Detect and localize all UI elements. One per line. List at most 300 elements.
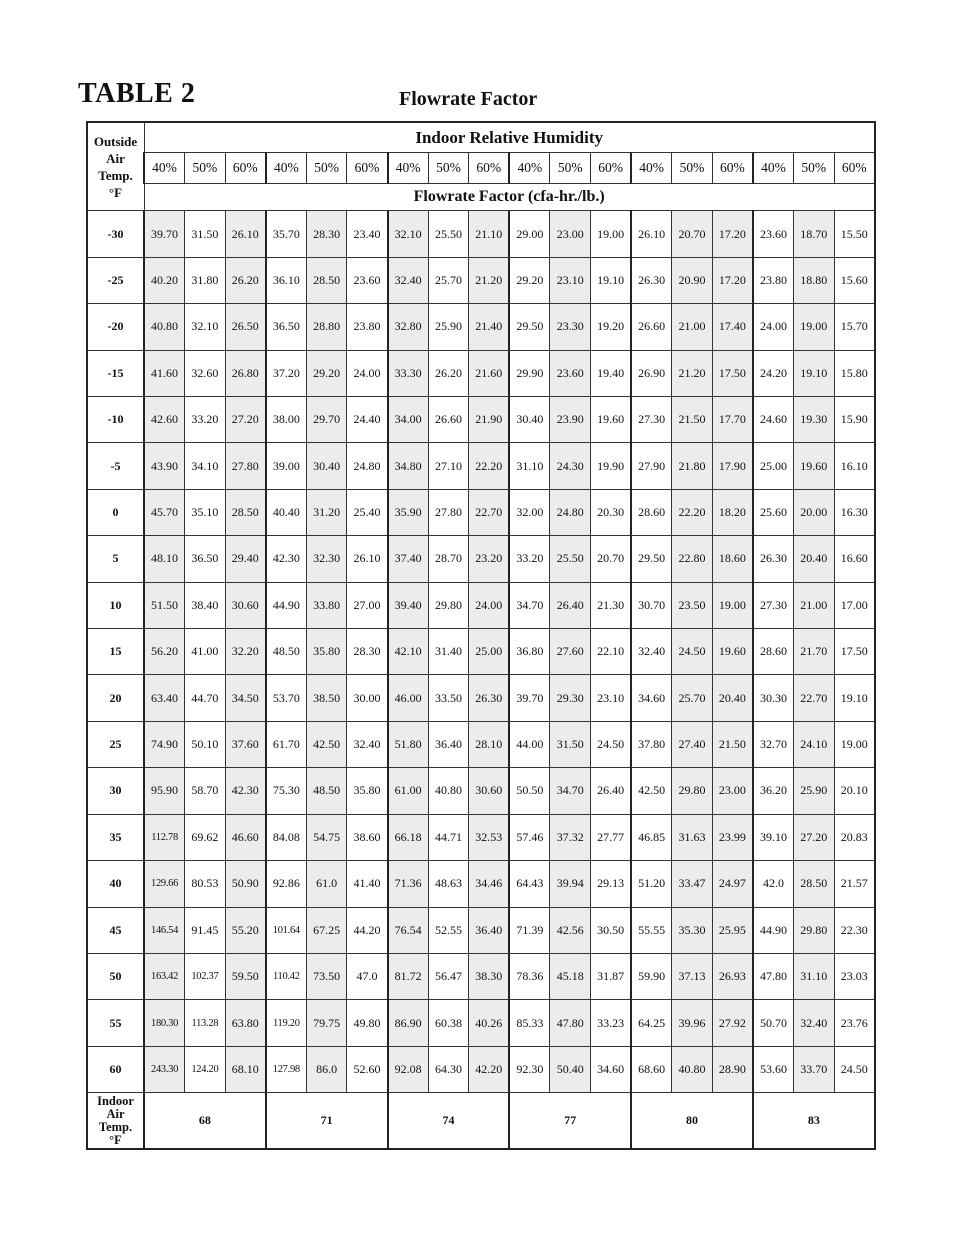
flowrate-value-cell: 40.80	[672, 1046, 713, 1092]
flowrate-value-cell: 26.10	[225, 211, 266, 257]
flowrate-value-cell: 35.30	[672, 907, 713, 953]
flowrate-value-cell: 20.83	[834, 814, 875, 860]
flowrate-value-cell: 47.80	[753, 953, 794, 999]
flowrate-value-cell: 27.80	[225, 443, 266, 489]
flowrate-value-cell: 42.50	[306, 721, 347, 767]
flowrate-value-cell: 21.40	[469, 304, 510, 350]
flowrate-value-cell: 32.40	[388, 257, 429, 303]
humidity-col-header: 40%	[266, 153, 307, 184]
outside-temp-cell: 55	[87, 1000, 144, 1046]
humidity-col-header: 60%	[469, 153, 510, 184]
flowrate-value-cell: 32.10	[185, 304, 226, 350]
table-row	[87, 953, 875, 999]
flowrate-value-cell: 19.20	[591, 304, 632, 350]
flowrate-value-cell: 44.90	[753, 907, 794, 953]
flowrate-value-cell: 15.70	[834, 304, 875, 350]
humidity-col-header: 60%	[834, 153, 875, 184]
header-row-humidity	[87, 122, 875, 153]
flowrate-value-cell: 42.20	[469, 1046, 510, 1092]
flowrate-value-cell: 48.63	[428, 861, 469, 907]
flowrate-value-cell: 33.23	[591, 1000, 632, 1046]
flowrate-value-cell: 40.20	[144, 257, 185, 303]
flowrate-value-cell: 42.30	[225, 768, 266, 814]
flowrate-value-cell: 55.55	[631, 907, 672, 953]
flowrate-value-cell: 73.50	[306, 953, 347, 999]
outside-temp-cell: 60	[87, 1046, 144, 1092]
flowrate-value-cell: 78.36	[509, 953, 550, 999]
indoor-temp-cell: 80	[631, 1093, 753, 1149]
flowrate-value-cell: 27.92	[712, 1000, 753, 1046]
outside-temp-cell: 20	[87, 675, 144, 721]
table-row	[87, 814, 875, 860]
table-row	[87, 536, 875, 582]
flowrate-value-cell: 25.90	[428, 304, 469, 350]
outside-temp-cell: 0	[87, 489, 144, 535]
flowrate-value-cell: 28.50	[794, 861, 835, 907]
flowrate-value-cell: 18.60	[712, 536, 753, 582]
flowrate-value-cell: 35.10	[185, 489, 226, 535]
flowrate-value-cell: 68.10	[225, 1046, 266, 1092]
table-row	[87, 443, 875, 489]
flowrate-value-cell: 19.30	[794, 397, 835, 443]
corner-line: °F	[108, 184, 123, 200]
outside-temp-cell: 30	[87, 768, 144, 814]
indoor-temp-cell: 71	[266, 1093, 388, 1149]
flowrate-value-cell: 18.70	[794, 211, 835, 257]
flowrate-value-cell: 76.54	[388, 907, 429, 953]
flowrate-value-cell: 15.60	[834, 257, 875, 303]
flowrate-value-cell: 30.60	[225, 582, 266, 628]
flowrate-value-cell: 21.70	[794, 629, 835, 675]
flowrate-value-cell: 86.0	[306, 1046, 347, 1092]
flowrate-value-cell: 21.00	[794, 582, 835, 628]
flowrate-value-cell: 22.20	[469, 443, 510, 489]
flowrate-value-cell: 18.20	[712, 489, 753, 535]
flowrate-value-cell: 22.30	[834, 907, 875, 953]
flowrate-value-cell: 26.30	[753, 536, 794, 582]
flowrate-value-cell: 27.10	[428, 443, 469, 489]
flowrate-value-cell: 17.20	[712, 257, 753, 303]
flowrate-value-cell: 52.55	[428, 907, 469, 953]
flowrate-value-cell: 39.96	[672, 1000, 713, 1046]
flowrate-value-cell: 44.00	[509, 721, 550, 767]
table-row	[87, 257, 875, 303]
flowrate-value-cell: 33.70	[794, 1046, 835, 1092]
flowrate-value-cell: 21.80	[672, 443, 713, 489]
flowrate-value-cell: 25.70	[428, 257, 469, 303]
indoor-temp-cell: 68	[144, 1093, 266, 1149]
flowrate-value-cell: 26.20	[428, 350, 469, 396]
flowrate-value-cell: 51.20	[631, 861, 672, 907]
flowrate-value-cell: 28.50	[306, 257, 347, 303]
flowrate-value-cell: 25.60	[753, 489, 794, 535]
flowrate-value-cell: 40.80	[428, 768, 469, 814]
flowrate-value-cell: 91.45	[185, 907, 226, 953]
flowrate-value-cell: 146.54	[144, 907, 185, 953]
flowrate-value-cell: 21.10	[469, 211, 510, 257]
flowrate-value-cell: 28.50	[225, 489, 266, 535]
flowrate-value-cell: 32.40	[794, 1000, 835, 1046]
table-row	[87, 721, 875, 767]
humidity-col-header: 50%	[794, 153, 835, 184]
flowrate-value-cell: 66.18	[388, 814, 429, 860]
flowrate-value-cell: 22.80	[672, 536, 713, 582]
humidity-col-header: 40%	[753, 153, 794, 184]
flowrate-value-cell: 25.95	[712, 907, 753, 953]
outside-temp-cell: 35	[87, 814, 144, 860]
flowrate-value-cell: 29.80	[428, 582, 469, 628]
flowrate-value-cell: 32.60	[185, 350, 226, 396]
flowrate-value-cell: 41.40	[347, 861, 388, 907]
flowrate-value-cell: 42.50	[631, 768, 672, 814]
flowrate-value-cell: 23.10	[550, 257, 591, 303]
flowrate-value-cell: 24.97	[712, 861, 753, 907]
indoor-temp-cell: 77	[509, 1093, 631, 1149]
table-row	[87, 629, 875, 675]
flowrate-value-cell: 21.50	[672, 397, 713, 443]
flowrate-value-cell: 243.30	[144, 1046, 185, 1092]
flowrate-value-cell: 180.30	[144, 1000, 185, 1046]
flowrate-value-cell: 32.80	[388, 304, 429, 350]
flowrate-value-cell: 21.20	[672, 350, 713, 396]
flowrate-value-cell: 30.70	[631, 582, 672, 628]
flowrate-value-cell: 32.30	[306, 536, 347, 582]
flowrate-value-cell: 50.70	[753, 1000, 794, 1046]
outside-temp-cell: -30	[87, 211, 144, 257]
flowrate-value-cell: 19.90	[591, 443, 632, 489]
flowrate-value-cell: 36.40	[469, 907, 510, 953]
flowrate-value-cell: 19.60	[794, 443, 835, 489]
flowrate-value-cell: 30.40	[509, 397, 550, 443]
flowrate-value-cell: 31.40	[428, 629, 469, 675]
flowrate-value-cell: 23.30	[550, 304, 591, 350]
flowrate-value-cell: 29.50	[631, 536, 672, 582]
table-row	[87, 768, 875, 814]
flowrate-value-cell: 24.30	[550, 443, 591, 489]
flowrate-value-cell: 60.38	[428, 1000, 469, 1046]
outside-temp-cell: 50	[87, 953, 144, 999]
flowrate-value-cell: 30.60	[469, 768, 510, 814]
flowrate-value-cell: 68.60	[631, 1046, 672, 1092]
humidity-col-header: 50%	[550, 153, 591, 184]
flowrate-value-cell: 26.60	[428, 397, 469, 443]
flowrate-value-cell: 20.70	[591, 536, 632, 582]
flowrate-value-cell: 34.70	[509, 582, 550, 628]
flowrate-value-cell: 23.50	[672, 582, 713, 628]
flowrate-value-cell: 63.80	[225, 1000, 266, 1046]
flowrate-value-cell: 81.72	[388, 953, 429, 999]
flowrate-value-cell: 26.60	[631, 304, 672, 350]
flowrate-value-cell: 29.00	[509, 211, 550, 257]
flowrate-value-cell: 20.40	[712, 675, 753, 721]
flowrate-value-cell: 24.80	[347, 443, 388, 489]
flowrate-value-cell: 69.62	[185, 814, 226, 860]
flowrate-value-cell: 39.00	[266, 443, 307, 489]
flowrate-value-cell: 32.10	[388, 211, 429, 257]
outside-temp-cell: -5	[87, 443, 144, 489]
flowrate-value-cell: 26.10	[631, 211, 672, 257]
flowrate-value-cell: 34.00	[388, 397, 429, 443]
flowrate-value-cell: 28.90	[712, 1046, 753, 1092]
flowrate-value-cell: 31.50	[550, 721, 591, 767]
indoor-air-temp-header	[87, 1093, 144, 1149]
flowrate-value-cell: 28.60	[753, 629, 794, 675]
flowrate-value-cell: 15.90	[834, 397, 875, 443]
flowrate-value-cell: 101.64	[266, 907, 307, 953]
flowrate-value-cell: 16.30	[834, 489, 875, 535]
flowrate-value-cell: 32.40	[347, 721, 388, 767]
flowrate-value-cell: 31.50	[185, 211, 226, 257]
flowrate-value-cell: 23.60	[753, 211, 794, 257]
flowrate-value-cell: 47.0	[347, 953, 388, 999]
flowrate-value-cell: 21.20	[469, 257, 510, 303]
flowrate-value-cell: 58.70	[185, 768, 226, 814]
flowrate-value-cell: 29.20	[509, 257, 550, 303]
flowrate-value-cell: 26.20	[225, 257, 266, 303]
flowrate-value-cell: 64.43	[509, 861, 550, 907]
flowrate-value-cell: 17.20	[712, 211, 753, 257]
flowrate-value-cell: 40.80	[144, 304, 185, 350]
flowrate-value-cell: 20.30	[591, 489, 632, 535]
table-title: Flowrate Factor	[399, 88, 538, 110]
flowrate-value-cell: 79.75	[306, 1000, 347, 1046]
flowrate-value-cell: 92.86	[266, 861, 307, 907]
footer-line: Air	[106, 1106, 125, 1121]
flowrate-value-cell: 37.60	[225, 721, 266, 767]
flowrate-value-cell: 30.30	[753, 675, 794, 721]
outside-temp-cell: 5	[87, 536, 144, 582]
footer-line: Indoor	[97, 1093, 134, 1108]
flowrate-value-cell: 31.10	[509, 443, 550, 489]
flowrate-value-cell: 50.40	[550, 1046, 591, 1092]
flowrate-value-cell: 47.80	[550, 1000, 591, 1046]
humidity-col-header: 40%	[144, 153, 185, 184]
flowrate-value-cell: 23.20	[469, 536, 510, 582]
flowrate-value-cell: 124.20	[185, 1046, 226, 1092]
flowrate-value-cell: 25.70	[672, 675, 713, 721]
flowrate-value-cell: 112.78	[144, 814, 185, 860]
humidity-col-header: 50%	[306, 153, 347, 184]
flowrate-value-cell: 43.90	[144, 443, 185, 489]
humidity-col-header: 60%	[712, 153, 753, 184]
table-row	[87, 582, 875, 628]
flowrate-value-cell: 26.80	[225, 350, 266, 396]
flowrate-value-cell: 23.60	[347, 257, 388, 303]
flowrate-value-cell: 29.90	[509, 350, 550, 396]
flowrate-value-cell: 27.80	[428, 489, 469, 535]
flowrate-value-cell: 92.08	[388, 1046, 429, 1092]
flowrate-value-cell: 59.90	[631, 953, 672, 999]
flowrate-value-cell: 27.20	[794, 814, 835, 860]
flowrate-value-cell: 39.70	[509, 675, 550, 721]
flowrate-value-cell: 18.80	[794, 257, 835, 303]
flowrate-value-cell: 33.20	[509, 536, 550, 582]
flowrate-value-cell: 37.32	[550, 814, 591, 860]
flowrate-value-cell: 102.37	[185, 953, 226, 999]
flowrate-value-cell: 113.28	[185, 1000, 226, 1046]
flowrate-value-cell: 23.80	[753, 257, 794, 303]
flowrate-value-cell: 38.30	[469, 953, 510, 999]
flowrate-factor-subheader: Flowrate Factor (cfa-hr./lb.)	[144, 184, 875, 211]
table-row	[87, 211, 875, 257]
flowrate-value-cell: 36.50	[266, 304, 307, 350]
flowrate-value-cell: 28.70	[428, 536, 469, 582]
flowrate-value-cell: 129.66	[144, 861, 185, 907]
flowrate-value-cell: 86.90	[388, 1000, 429, 1046]
flowrate-value-cell: 23.80	[347, 304, 388, 350]
flowrate-value-cell: 21.30	[591, 582, 632, 628]
flowrate-value-cell: 19.60	[591, 397, 632, 443]
flowrate-value-cell: 16.10	[834, 443, 875, 489]
flowrate-value-cell: 26.40	[550, 582, 591, 628]
flowrate-factor-table	[86, 121, 876, 1150]
flowrate-value-cell: 50.10	[185, 721, 226, 767]
flowrate-value-cell: 26.30	[469, 675, 510, 721]
flowrate-value-cell: 84.08	[266, 814, 307, 860]
flowrate-value-cell: 24.80	[550, 489, 591, 535]
flowrate-value-cell: 24.10	[794, 721, 835, 767]
flowrate-value-cell: 41.60	[144, 350, 185, 396]
flowrate-value-cell: 51.80	[388, 721, 429, 767]
flowrate-value-cell: 27.77	[591, 814, 632, 860]
flowrate-value-cell: 45.70	[144, 489, 185, 535]
flowrate-value-cell: 26.10	[347, 536, 388, 582]
outside-temp-cell: 45	[87, 907, 144, 953]
flowrate-value-cell: 55.20	[225, 907, 266, 953]
flowrate-value-cell: 63.40	[144, 675, 185, 721]
flowrate-value-cell: 29.50	[509, 304, 550, 350]
flowrate-value-cell: 27.90	[631, 443, 672, 489]
flowrate-value-cell: 163.42	[144, 953, 185, 999]
flowrate-value-cell: 24.50	[672, 629, 713, 675]
flowrate-value-cell: 21.50	[712, 721, 753, 767]
table-label: TABLE 2	[78, 78, 196, 109]
indoor-temp-cell: 83	[753, 1093, 875, 1149]
outside-air-temp-header	[87, 122, 144, 211]
table-row	[87, 1046, 875, 1092]
flowrate-value-cell: 37.40	[388, 536, 429, 582]
flowrate-value-cell: 38.60	[347, 814, 388, 860]
flowrate-value-cell: 39.10	[753, 814, 794, 860]
flowrate-value-cell: 49.80	[347, 1000, 388, 1046]
flowrate-value-cell: 39.94	[550, 861, 591, 907]
flowrate-value-cell: 24.50	[591, 721, 632, 767]
table-row	[87, 675, 875, 721]
flowrate-value-cell: 30.00	[347, 675, 388, 721]
flowrate-value-cell: 41.00	[185, 629, 226, 675]
flowrate-value-cell: 24.60	[753, 397, 794, 443]
flowrate-value-cell: 85.33	[509, 1000, 550, 1046]
outside-temp-cell: -15	[87, 350, 144, 396]
table-row	[87, 1000, 875, 1046]
flowrate-value-cell: 28.30	[347, 629, 388, 675]
outside-temp-cell: 25	[87, 721, 144, 767]
flowrate-value-cell: 44.90	[266, 582, 307, 628]
flowrate-value-cell: 39.70	[144, 211, 185, 257]
flowrate-value-cell: 19.10	[834, 675, 875, 721]
flowrate-value-cell: 28.30	[306, 211, 347, 257]
flowrate-value-cell: 23.00	[550, 211, 591, 257]
flowrate-value-cell: 27.20	[225, 397, 266, 443]
flowrate-value-cell: 23.76	[834, 1000, 875, 1046]
table-row	[87, 397, 875, 443]
flowrate-value-cell: 30.50	[591, 907, 632, 953]
flowrate-value-cell: 50.50	[509, 768, 550, 814]
flowrate-value-cell: 119.20	[266, 1000, 307, 1046]
flowrate-value-cell: 61.00	[388, 768, 429, 814]
flowrate-value-cell: 75.30	[266, 768, 307, 814]
flowrate-value-cell: 34.10	[185, 443, 226, 489]
flowrate-value-cell: 42.56	[550, 907, 591, 953]
flowrate-value-cell: 25.00	[753, 443, 794, 489]
flowrate-value-cell: 26.90	[631, 350, 672, 396]
flowrate-value-cell: 22.20	[672, 489, 713, 535]
flowrate-value-cell: 31.87	[591, 953, 632, 999]
indoor-temp-row	[87, 1093, 875, 1149]
flowrate-value-cell: 31.80	[185, 257, 226, 303]
table-row	[87, 489, 875, 535]
flowrate-value-cell: 26.50	[225, 304, 266, 350]
flowrate-value-cell: 23.00	[712, 768, 753, 814]
flowrate-value-cell: 21.00	[672, 304, 713, 350]
flowrate-value-cell: 59.50	[225, 953, 266, 999]
outside-temp-cell: -10	[87, 397, 144, 443]
flowrate-value-cell: 33.30	[388, 350, 429, 396]
humidity-col-header: 40%	[388, 153, 429, 184]
table-row	[87, 350, 875, 396]
flowrate-value-cell: 15.80	[834, 350, 875, 396]
flowrate-value-cell: 20.10	[834, 768, 875, 814]
flowrate-value-cell: 52.60	[347, 1046, 388, 1092]
flowrate-value-cell: 50.90	[225, 861, 266, 907]
flowrate-value-cell: 17.50	[834, 629, 875, 675]
flowrate-value-cell: 31.10	[794, 953, 835, 999]
flowrate-value-cell: 27.30	[631, 397, 672, 443]
flowrate-value-cell: 64.30	[428, 1046, 469, 1092]
flowrate-value-cell: 36.20	[753, 768, 794, 814]
flowrate-value-cell: 61.70	[266, 721, 307, 767]
flowrate-value-cell: 36.40	[428, 721, 469, 767]
flowrate-value-cell: 29.40	[225, 536, 266, 582]
flowrate-value-cell: 19.60	[712, 629, 753, 675]
flowrate-value-cell: 48.10	[144, 536, 185, 582]
flowrate-value-cell: 29.13	[591, 861, 632, 907]
flowrate-value-cell: 28.60	[631, 489, 672, 535]
flowrate-value-cell: 17.00	[834, 582, 875, 628]
flowrate-value-cell: 19.10	[794, 350, 835, 396]
outside-temp-cell: 15	[87, 629, 144, 675]
flowrate-value-cell: 19.00	[712, 582, 753, 628]
flowrate-value-cell: 46.60	[225, 814, 266, 860]
corner-line: Outside	[93, 133, 138, 149]
header-row-percent	[87, 153, 875, 184]
flowrate-value-cell: 61.0	[306, 861, 347, 907]
footer-line: Temp.	[98, 1119, 133, 1134]
indoor-temp-cell: 74	[388, 1093, 510, 1149]
flowrate-value-cell: 34.70	[550, 768, 591, 814]
flowrate-value-cell: 24.00	[469, 582, 510, 628]
flowrate-value-cell: 19.00	[834, 721, 875, 767]
flowrate-value-cell: 28.80	[306, 304, 347, 350]
flowrate-value-cell: 44.70	[185, 675, 226, 721]
flowrate-value-cell: 38.50	[306, 675, 347, 721]
flowrate-value-cell: 19.40	[591, 350, 632, 396]
flowrate-value-cell: 15.50	[834, 211, 875, 257]
flowrate-value-cell: 21.90	[469, 397, 510, 443]
flowrate-value-cell: 26.30	[631, 257, 672, 303]
flowrate-value-cell: 32.00	[509, 489, 550, 535]
flowrate-value-cell: 20.90	[672, 257, 713, 303]
